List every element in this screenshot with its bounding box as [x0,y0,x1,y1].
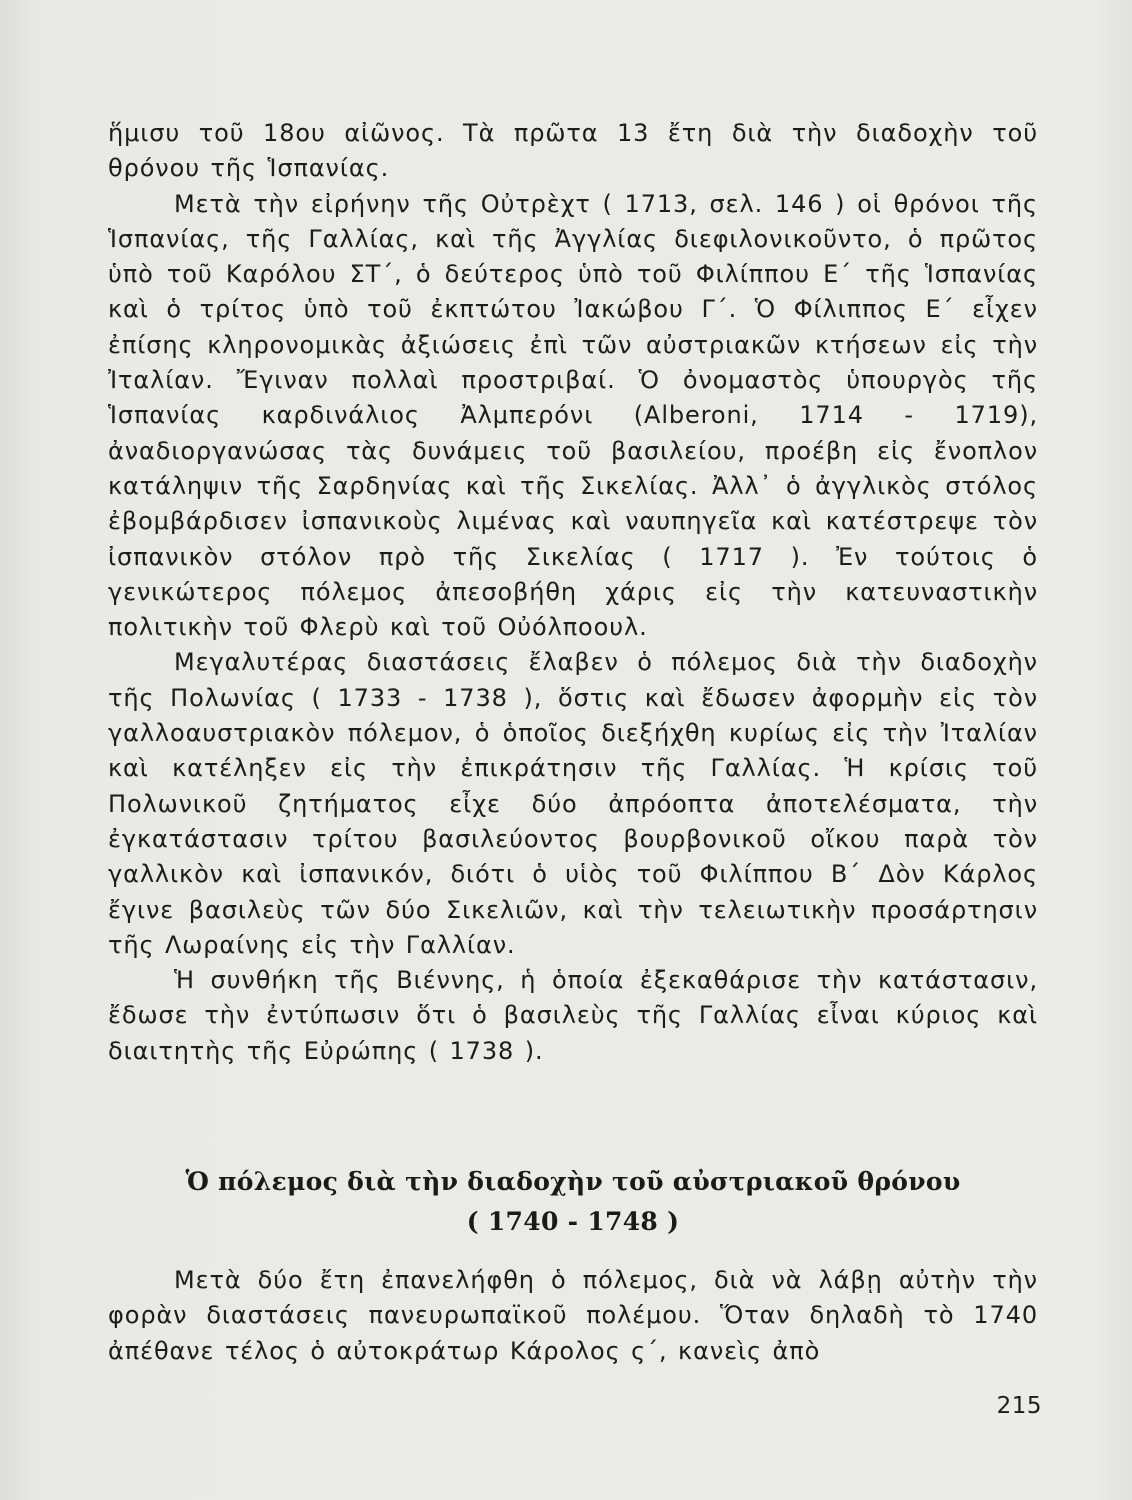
paragraph-austrian-war: Μετὰ δύο ἔτη ἐπανελήφθη ὁ πόλεμος, διὰ νὰ λάβῃ αὐτὴν τὴν φορὰν διαστάσεις πανευρωπαϊκοῦ πολέμου. Ὅταν δηλαδὴ τὸ 1740 ἀπέθανε τέλος ὁ αὐτοκράτωρ Κάρολος ς΄, κανεὶς ἀπὸ [108,1266,1038,1365]
body-text-bottom [108,1263,1038,1369]
paragraph-vienna-treaty: Ἡ συνθήκη τῆς Βιέννης, ἡ ὁποία ἐξεκαθάρισε τὴν κατάστασιν, ἔδωσε τὴν ἐντύπωσιν ὅτι ὁ βασιλεὺς τῆς Γαλλίας εἶναι κύριος καὶ διαιτητὴς τῆς Εὐρώπης ( 1738 ). [108,966,1038,1065]
page-number: 215 [996,1393,1042,1419]
section-heading-dates: ( 1740 - 1748 ) [466,1207,680,1236]
body-text-top [108,116,1038,1069]
section-heading-title: Ὁ πόλεμος διὰ τὴν διαδοχὴν τοῦ αὐστριακοῦ θρόνου [185,1167,961,1196]
paragraph-poland-succession: Μεγαλυτέρας διαστάσεις ἔλαβεν ὁ πόλεμος διὰ τὴν διαδοχὴν τῆς Πολωνίας ( 1733 - 1738 ), ὅστις καὶ ἔδωσεν ἀφορμὴν εἰς τὸν γαλλοαυστριακὸν πόλεμον, ὁ ὁποῖος διεξήχθη κυρίως εἰς τὴν Ἰταλίαν καὶ κατέληξεν εἰς τὴν ἐπικράτησιν τῆς Γαλλίας. Ἡ κρίσις τοῦ Πολωνικοῦ ζητήματος εἶχε δύο ἀπρόοπτα ἀποτελέσματα, τὴν ἐγκατάστασιν τρίτου βασιλεύοντος βουρβονικοῦ οἴκου παρὰ τὸν γαλλικὸν καὶ ἰσπανικόν, διότι ὁ υἱὸς τοῦ Φιλίππου Β΄ Δὸν Κάρλος ἔγινε βασιλεὺς τῶν δύο Σικελιῶν, καὶ τὴν τελειωτικὴν προσάρτησιν τῆς Λωραίνης εἰς τὴν Γαλλίαν. [108,648,1038,959]
paragraph-continuation: ἥμισυ τοῦ 18ου αἰῶνος. Τὰ πρῶτα 13 ἔτη διὰ τὴν διαδοχὴν τοῦ θρόνου τῆς Ἱσπανίας. [108,119,1038,183]
section-heading [108,1162,1038,1242]
paragraph-utrecht: Μετὰ τὴν εἰρήνην τῆς Οὐτρὲχτ ( 1713, σελ. 146 ) οἱ θρόνοι τῆς Ἱσπανίας, τῆς Γαλλίας, καὶ τῆς Ἀγγλίας διεφιλονικοῦντο, ὁ πρῶτος ὑπὸ τοῦ Καρόλου ΣΤ΄, ὁ δεύτερος ὑπὸ τοῦ Φιλίππου Ε΄ τῆς Ἱσπανίας καὶ ὁ τρίτος ὑπὸ τοῦ ἐκπτώτου Ἰακώβου Γ΄. Ὁ Φίλιππος Ε΄ εἶχεν ἐπίσης κληρονομικὰς ἀξιώσεις ἐπὶ τῶν αὐστριακῶν κτήσεων εἰς τὴν Ἰταλίαν. Ἔγιναν πολλαὶ προστριβαί. Ὁ ὀνομαστὸς ὑπουργὸς τῆς Ἱσπανίας καρδινάλιος Ἀλμπερόνι (Alberoni, 1714 - 1719), ἀναδιοργανώσας τὰς δυνάμεις τοῦ βασιλείου, προέβη εἰς ἔνοπλον κατάληψιν τῆς Σαρδηνίας καὶ τῆς Σικελίας. Ἀλλ᾽ ὁ ἀγγλικὸς στόλος ἐβομβάρδισεν ἰσπανικοὺς λιμένας καὶ ναυπηγεῖα καὶ κατέστρεψε τὸν ἰσπανικὸν στόλον πρὸ τῆς Σικελίας ( 1717 ). Ἐν τούτοις ὁ γενικώτερος πόλεμος ἀπεσοβήθη χάρις εἰς τὴν κατευναστικὴν πολιτικὴν τοῦ Φλερὺ καὶ τοῦ Οὐόλποουλ. [108,189,1038,642]
